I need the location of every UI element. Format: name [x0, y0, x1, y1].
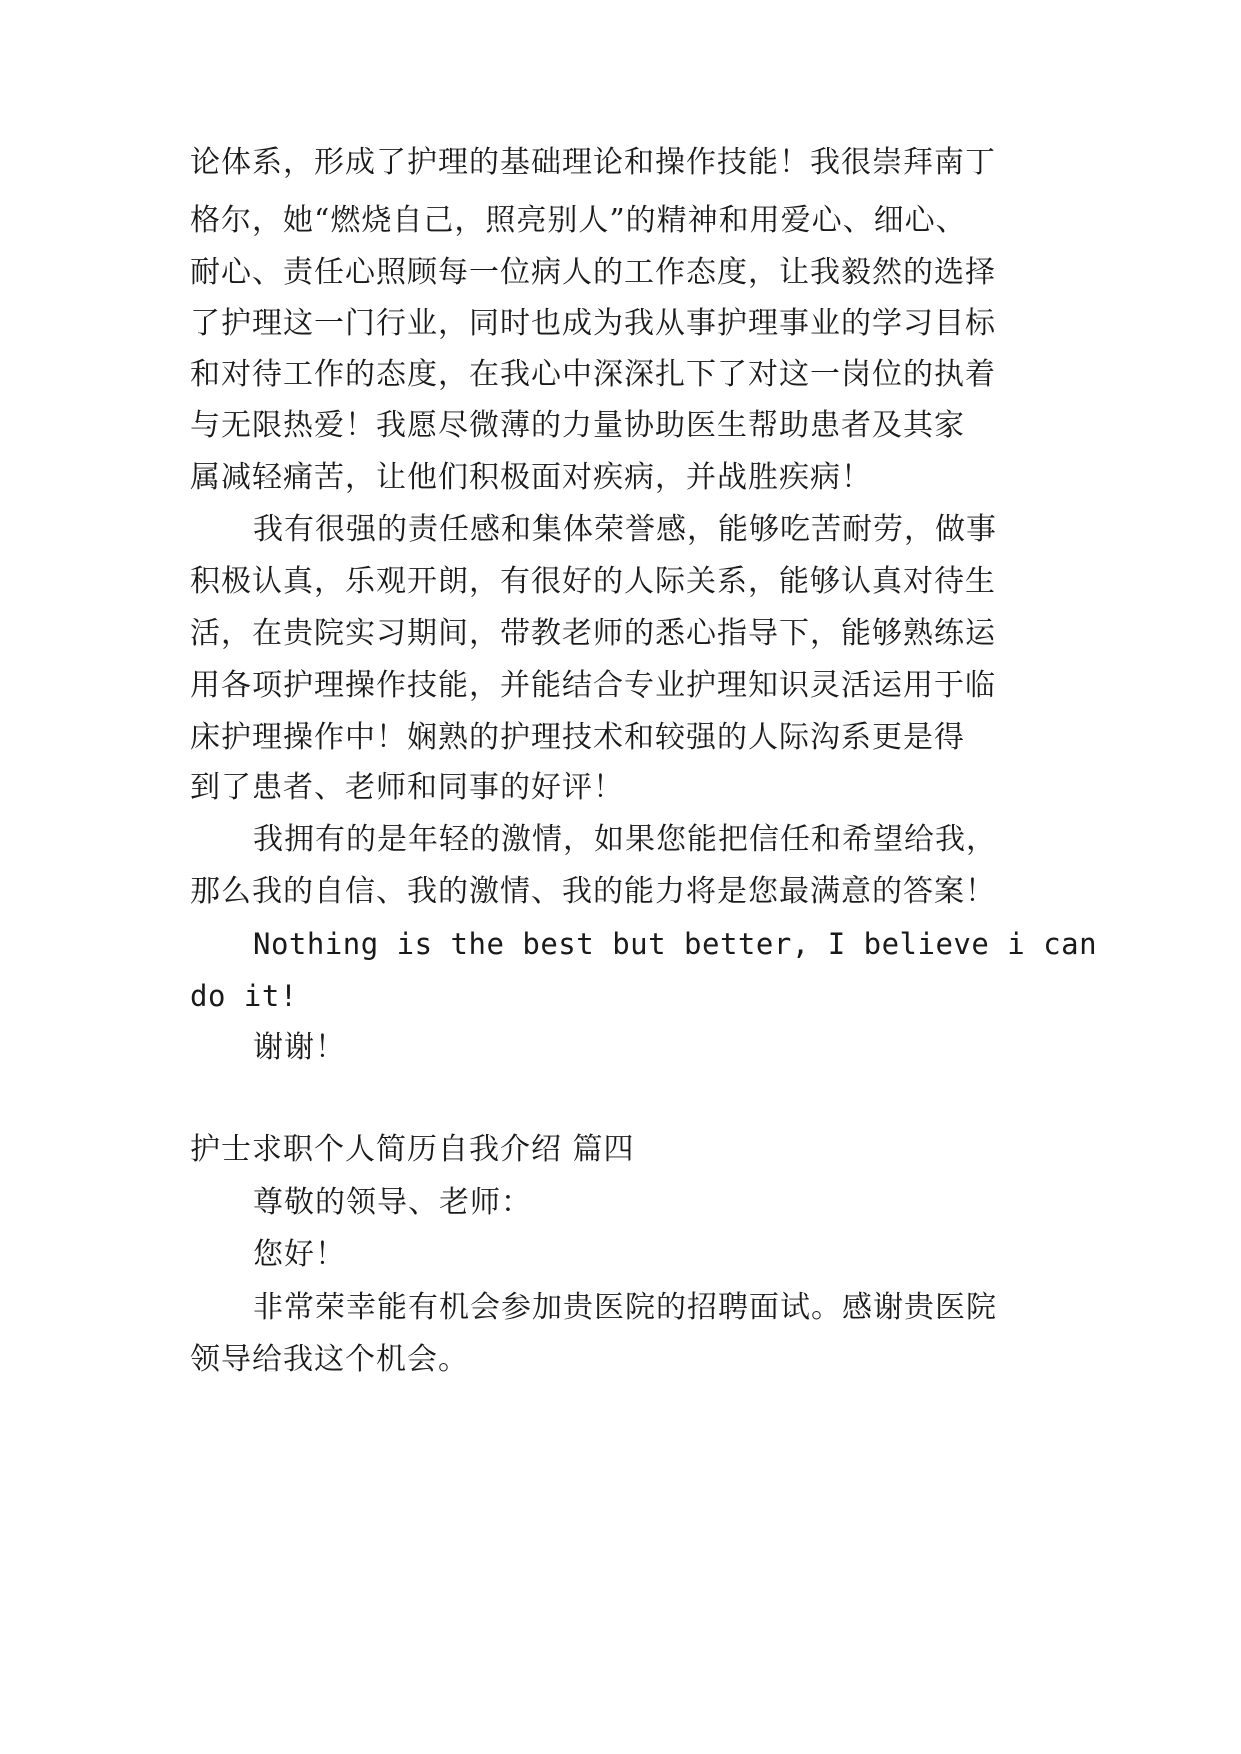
paragraph-line: 了护理这一门行业，同时也成为我从事护理事业的学习目标: [190, 306, 996, 341]
document-page: [190, 0, 1098, 1754]
paragraph-line: 和对待工作的态度，在我心中深深扎下了对这一岗位的执着: [190, 357, 996, 392]
paragraph-line: 耐心、责任心照顾每一位病人的工作态度，让我毅然的选择: [190, 255, 996, 290]
paragraph-line: 活，在贵院实习期间，带教老师的悉心指导下，能够熟练运: [190, 616, 996, 651]
section-heading: 护士求职个人简历自我介绍 篇四: [190, 1132, 635, 1167]
paragraph-line: 领导给我这个机会。: [190, 1342, 469, 1377]
paragraph-line: 与无限热爱！我愿尽微薄的力量协助医生帮助患者及其家: [190, 408, 965, 443]
english-line: Nothing is the best but better, I believe i can: [253, 927, 1098, 961]
closing-line: 谢谢！: [253, 1030, 346, 1065]
paragraph-line: 我拥有的是年轻的激情，如果您能把信任和希望给我，: [253, 822, 997, 857]
paragraph-line: 那么我的自信、我的激情、我的能力将是您最满意的答案！: [190, 874, 996, 909]
salutation-line: 尊敬的领导、老师：: [253, 1185, 532, 1220]
greeting-line: 您好！: [253, 1237, 346, 1272]
paragraph-line: 论体系，形成了护理的基础理论和操作技能！我很崇拜南丁: [190, 145, 996, 180]
paragraph-line: 积极认真，乐观开朗，有很好的人际关系，能够认真对待生: [190, 564, 996, 599]
paragraph-line: 用各项护理操作技能，并能结合专业护理知识灵活运用于临: [190, 668, 996, 703]
paragraph-line: 非常荣幸能有机会参加贵医院的招聘面试。感谢贵医院: [253, 1290, 997, 1325]
paragraph-line: 属减轻痛苦，让他们积极面对疾病，并战胜疾病！: [190, 460, 872, 495]
paragraph-line: 格尔，她“燃烧自己，照亮别人”的精神和用爱心、细心、: [190, 203, 967, 238]
english-line: do it!: [190, 979, 298, 1013]
paragraph-line: 床护理操作中！娴熟的护理技术和较强的人际沟系更是得: [190, 720, 965, 755]
paragraph-line: 到了患者、老师和同事的好评！: [190, 770, 624, 805]
paragraph-line: 我有很强的责任感和集体荣誉感，能够吃苦耐劳，做事: [253, 512, 997, 547]
